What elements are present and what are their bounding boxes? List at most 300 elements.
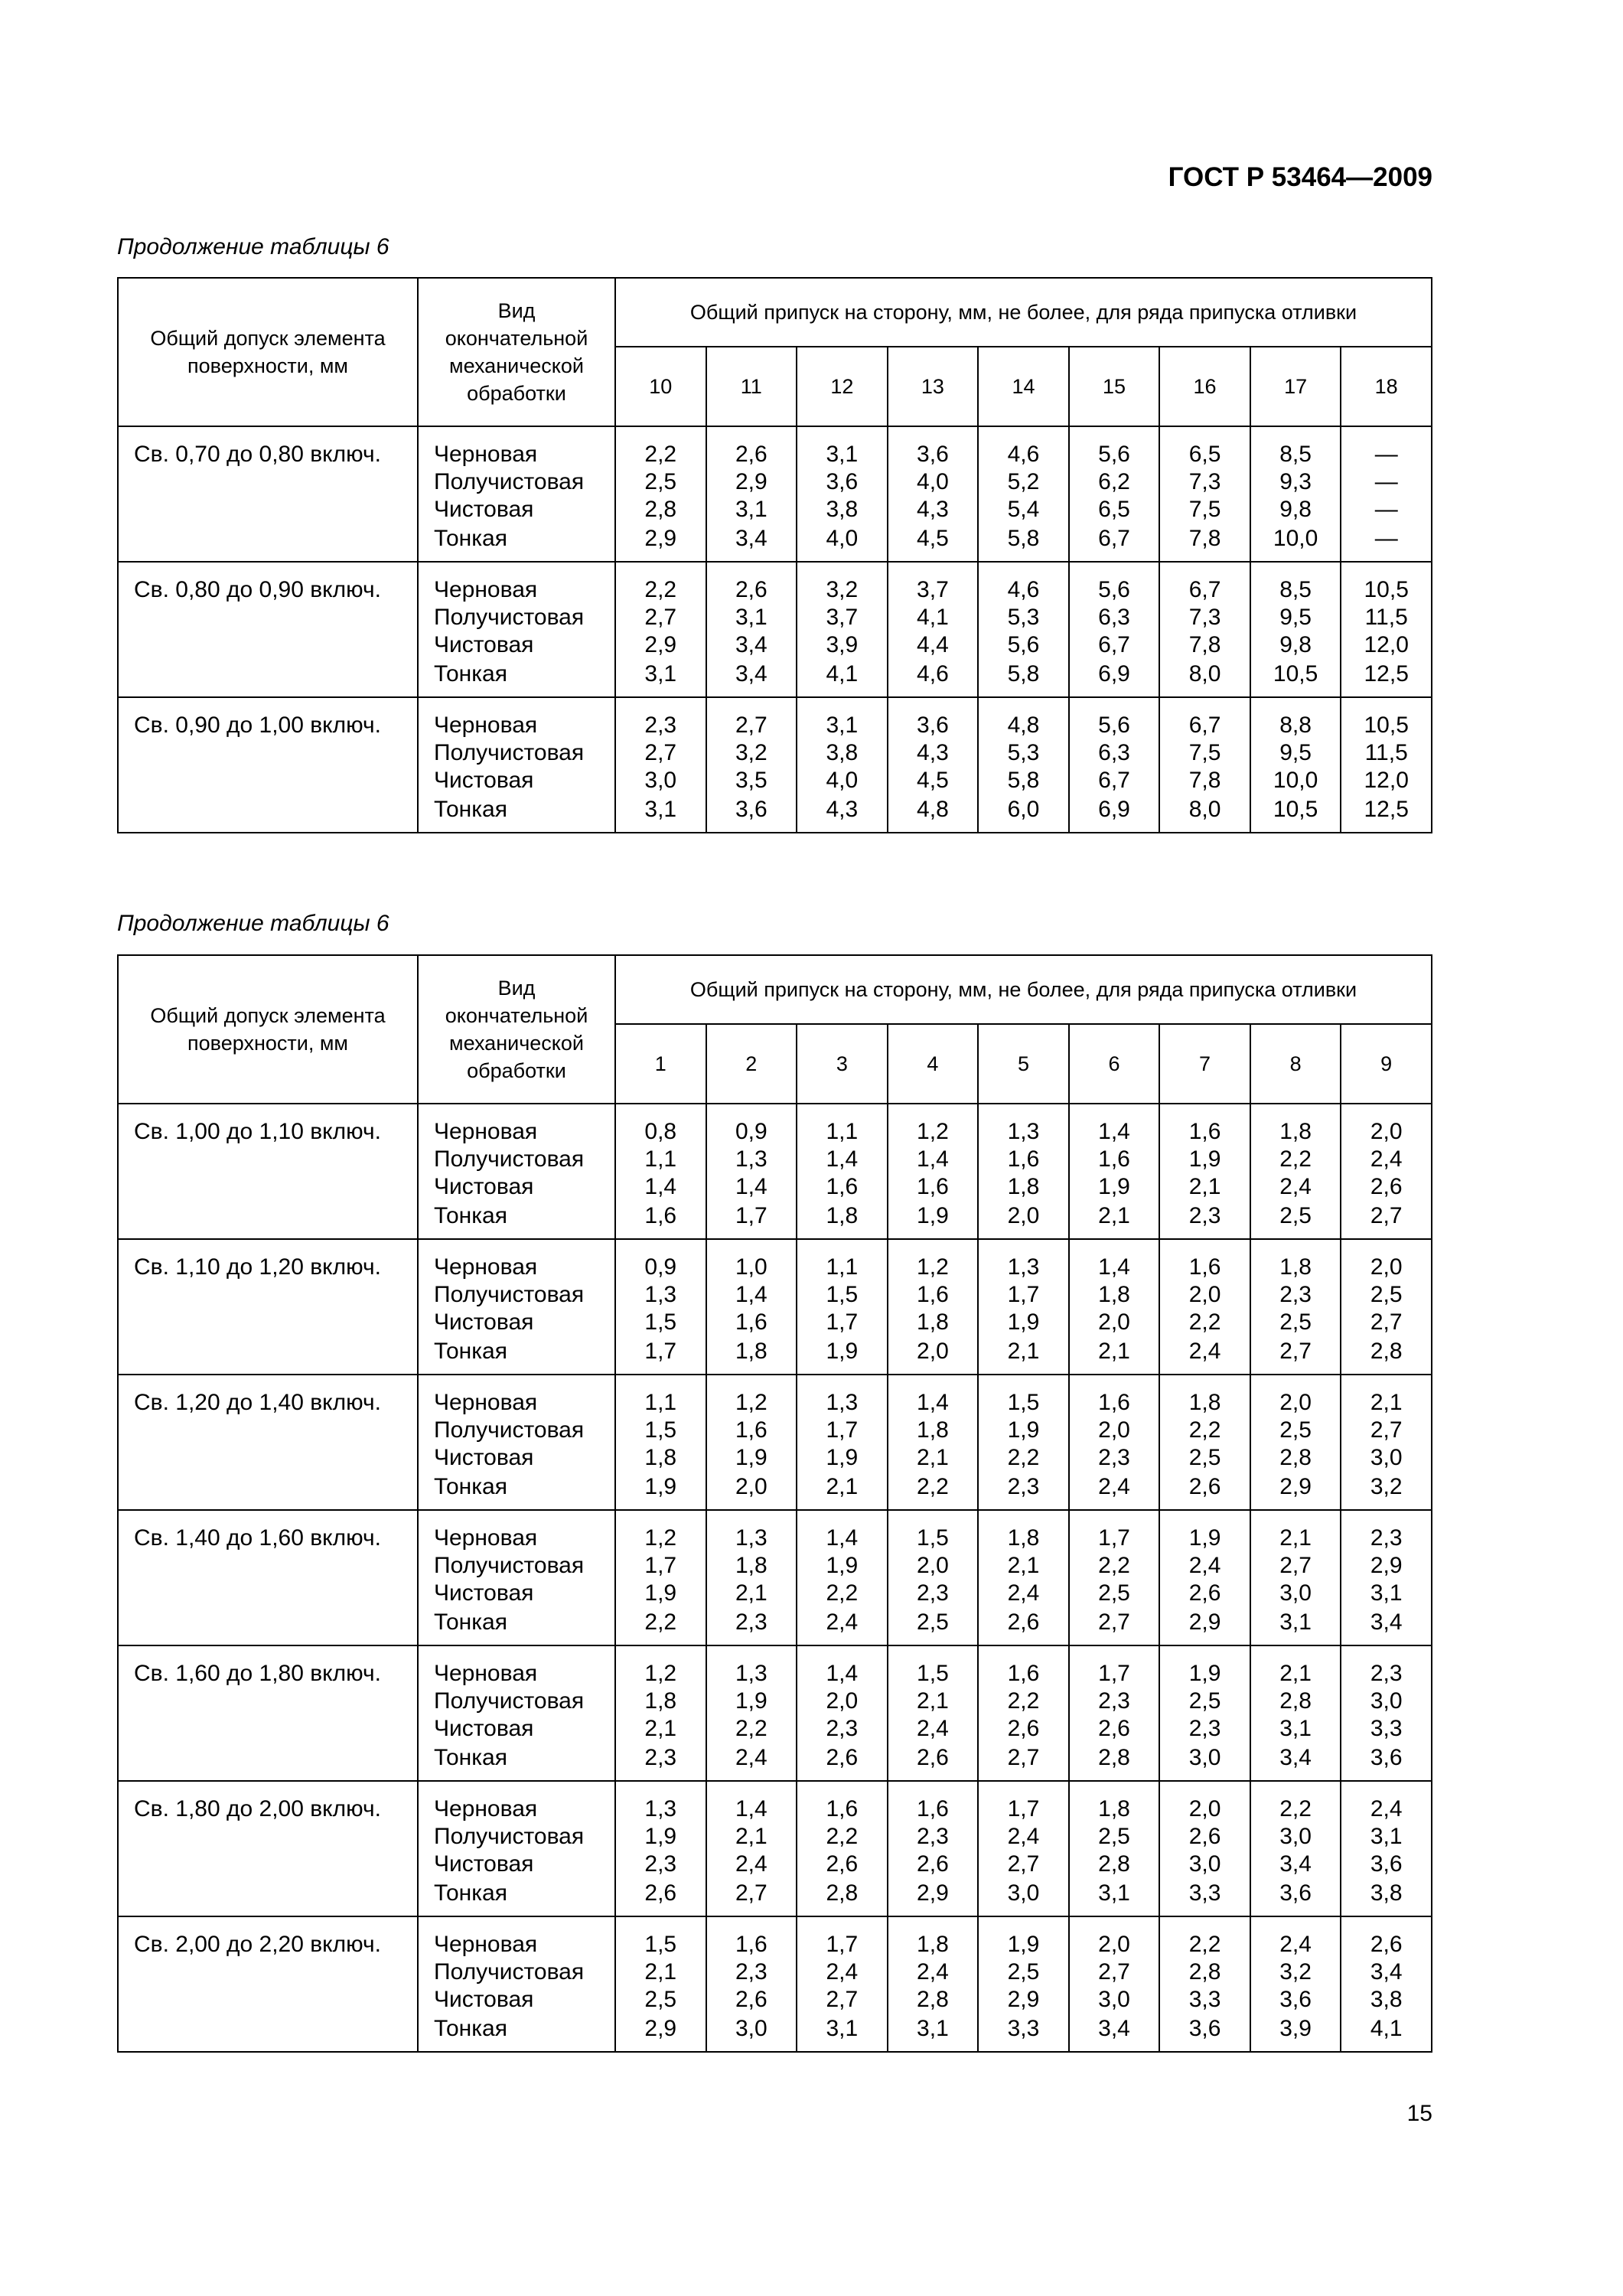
allowance-value: 3,0 [1279,1824,1312,1849]
column-header-series: 17 [1250,347,1341,426]
allowance-values-cell [1069,1781,1160,1916]
allowance-value: 3,6 [917,442,949,467]
allowance-value: 2,1 [735,1580,768,1606]
allowance-value: 1,3 [1007,1119,1040,1144]
allowance-value: 2,0 [1098,1932,1130,1957]
allowance-value: 8,5 [1279,577,1312,602]
allowance-value: 3,1 [917,2016,949,2041]
allowance-value: 4,0 [917,469,949,494]
allowance-value: 2,3 [1279,1282,1312,1307]
allowance-value: 5,6 [1007,632,1040,657]
allowance-value: 2,4 [826,1609,859,1635]
allowance-values-cell [888,1645,979,1781]
allowance-value: 5,8 [1007,661,1040,687]
allowance-value: 2,2 [826,1580,859,1606]
tolerance-range: Св. 0,70 до 0,80 включ. [118,426,418,562]
allowance-value: 2,6 [644,1880,677,1906]
allowance-value: 1,4 [917,1146,949,1172]
allowance-value: 2,4 [917,1716,949,1741]
allowance-values-cell [1159,1645,1250,1781]
allowance-value: 1,9 [826,1339,859,1364]
allowance-values-cell [797,1645,888,1781]
allowance-value: 2,0 [1370,1254,1403,1280]
allowance-value: 2,5 [1098,1824,1130,1849]
allowance-value: 1,1 [826,1254,859,1280]
allowance-value: 1,5 [644,1932,677,1957]
column-header-series: 2 [706,1024,797,1104]
allowance-values-cell [706,426,797,562]
allowance-value: 3,6 [1370,1745,1403,1770]
allowance-value: 6,0 [1007,797,1040,822]
machining-type: Получистовая [434,740,585,765]
allowance-value: 1,3 [735,1661,768,1686]
allowance-value: 1,6 [917,1282,949,1307]
allowance-value: 12,5 [1364,797,1409,822]
table-row [118,1239,1432,1375]
machining-types-cell [418,1645,615,1781]
allowance-value: 4,5 [917,768,949,793]
allowance-value: 6,7 [1188,577,1221,602]
allowance-value: 6,7 [1188,713,1221,738]
allowance-value: 2,6 [1007,1716,1040,1741]
allowance-value: — [1374,469,1398,494]
allowance-value: 1,8 [826,1203,859,1228]
allowance-value: 2,5 [1188,1445,1221,1470]
document-id: ГОСТ Р 53464—2009 [1168,162,1432,192]
allowance-values-cell [1341,1645,1432,1781]
allowance-value: 1,6 [735,1309,768,1335]
allowance-value: 1,9 [1188,1661,1221,1686]
tolerance-range: Св. 2,00 до 2,20 включ. [118,1916,418,2052]
allowance-value: 2,0 [1188,1282,1221,1307]
allowance-value: 2,8 [1279,1445,1312,1470]
column-header-series: 12 [797,347,888,426]
machining-type: Черновая [434,577,538,602]
allowance-values-cell [1250,1239,1341,1375]
allowance-values-cell [978,1104,1069,1239]
allowance-value: 8,0 [1188,797,1221,822]
allowance-value: 3,2 [826,577,859,602]
allowance-value: 1,7 [826,1932,859,1957]
allowance-value: 3,6 [917,713,949,738]
allowance-value: 1,9 [1007,1932,1040,1957]
allowance-value: 2,1 [826,1474,859,1499]
allowance-value: 5,4 [1007,497,1040,522]
allowance-value: 9,5 [1279,740,1312,765]
table-row [118,562,1432,697]
allowance-value: 1,7 [826,1417,859,1443]
allowance-values-cell [1341,1916,1432,2052]
allowance-values-cell [1250,1916,1341,2052]
allowance-values-cell [615,1510,706,1645]
allowance-value: 3,7 [917,577,949,602]
allowance-value: 3,9 [1279,2016,1312,2041]
allowance-value: 2,9 [1188,1609,1221,1635]
allowance-values-cell [1159,1239,1250,1375]
allowance-value: 2,2 [826,1824,859,1849]
allowance-value: 3,3 [1188,1880,1221,1906]
allowance-value: 1,0 [735,1254,768,1280]
allowance-values-cell [978,562,1069,697]
allowance-value: 2,6 [826,1745,859,1770]
allowance-value: 2,2 [1188,1932,1221,1957]
machining-type: Тонкая [434,797,507,822]
allowance-values-cell [978,1916,1069,2052]
allowance-value: 4,0 [826,526,859,551]
allowance-value: 2,5 [644,469,677,494]
allowance-value: 1,3 [644,1282,677,1307]
allowance-values-cell [978,426,1069,562]
allowance-value: 3,4 [1279,1851,1312,1877]
table-caption-2: Продолжение таблицы 6 [117,911,389,936]
allowance-value: 1,4 [826,1525,859,1551]
allowance-value: 10,5 [1273,797,1318,822]
allowance-value: 3,0 [1007,1880,1040,1906]
allowance-value: 2,4 [826,1959,859,1985]
allowance-value: 2,2 [1098,1553,1130,1578]
allowance-values-cell [1341,426,1432,562]
allowance-value: 1,6 [826,1174,859,1199]
allowance-value: 2,0 [917,1339,949,1364]
allowance-value: 1,8 [917,1417,949,1443]
column-header-series: 1 [615,1024,706,1104]
allowance-value: 8,8 [1279,713,1312,738]
allowance-value: 3,6 [1370,1851,1403,1877]
allowance-values-cell [1069,1645,1160,1781]
allowance-value: 3,4 [735,526,768,551]
allowance-value: 2,3 [917,1824,949,1849]
tolerance-header: Общий допуск элемента поверхности, мм [118,278,418,426]
allowance-value: 2,1 [917,1688,949,1714]
allowance-value: 1,4 [826,1146,859,1172]
column-header-series: 16 [1159,347,1250,426]
allowance-value: 3,0 [644,768,677,793]
allowance-values-cell [1069,1104,1160,1239]
allowance-value: 3,1 [826,2016,859,2041]
machining-type: Черновая [434,1254,538,1280]
allowance-value: 2,2 [1007,1688,1040,1714]
allowance-value: 12,0 [1364,632,1409,657]
allowance-value: 2,1 [644,1716,677,1741]
allowance-values-cell [1159,1510,1250,1645]
allowance-value: 3,1 [1098,1880,1130,1906]
table-row [118,1916,1432,2052]
machining-type: Тонкая [434,661,507,687]
machining-type: Получистовая [434,1959,585,1985]
allowance-value: 2,8 [1098,1745,1130,1770]
allowance-value: 2,4 [735,1851,768,1877]
allowance-value: 2,6 [1370,1174,1403,1199]
allowance-value: 2,9 [917,1880,949,1906]
machining-type: Чистовая [434,1716,534,1741]
allowance-value: 1,2 [917,1254,949,1280]
allowance-values-cell [797,562,888,697]
allowance-value: 1,8 [917,1932,949,1957]
allowance-value: 4,3 [917,497,949,522]
allowance-value: 2,8 [1279,1688,1312,1714]
allowance-value: 7,3 [1188,605,1221,630]
allowance-value: 2,7 [1098,1609,1130,1635]
allowance-values-cell [797,426,888,562]
allowance-value: 11,5 [1364,740,1408,765]
allowance-value: 1,7 [1007,1796,1040,1821]
allowance-values-cell [978,1645,1069,1781]
allowance-value: 2,1 [1098,1339,1130,1364]
allowance-value: 2,2 [1188,1309,1221,1335]
allowance-value: 2,9 [644,632,677,657]
allowance-value: 2,4 [735,1745,768,1770]
allowance-value: 1,3 [735,1525,768,1551]
allowance-values-cell [706,1645,797,1781]
allowance-value: 2,6 [1188,1580,1221,1606]
allowance-value: 5,8 [1007,768,1040,793]
allowance-value: 1,8 [644,1688,677,1714]
allowance-value: 1,6 [644,1203,677,1228]
allowance-values-cell [615,1916,706,2052]
allowance-value: 2,7 [1279,1339,1312,1364]
allowance-value: 2,9 [644,526,677,551]
allowance-value: 9,5 [1279,605,1312,630]
allowance-values-cell [978,697,1069,833]
allowance-values-cell [1341,1510,1432,1645]
allowance-value: 5,6 [1098,442,1130,467]
machining-types-cell [418,1510,615,1645]
allowance-value: 3,8 [826,497,859,522]
allowance-value: 5,6 [1098,713,1130,738]
allowance-values-cell [1159,1375,1250,1510]
allowance-value: 9,3 [1279,469,1312,494]
machining-type: Черновая [434,1932,538,1957]
allowance-value: 2,1 [1279,1661,1312,1686]
allowance-value: 3,1 [1279,1716,1312,1741]
allowance-value: 2,7 [735,713,768,738]
allowance-values-cell [1069,1239,1160,1375]
allowance-values-cell [797,1916,888,2052]
allowance-value: 12,0 [1364,768,1409,793]
allowance-value: 7,5 [1188,497,1221,522]
allowance-value: 2,6 [735,442,768,467]
allowance-value: 3,8 [1370,1987,1403,2012]
allowance-value: 2,4 [1188,1339,1221,1364]
allowance-value: — [1374,526,1398,551]
allowance-value: 1,5 [644,1417,677,1443]
allowance-value: 2,7 [1098,1959,1130,1985]
allowance-values-cell [1159,697,1250,833]
allowance-value: 1,8 [1007,1174,1040,1199]
allowance-value: 2,0 [1279,1390,1312,1415]
allowance-value: 3,0 [1188,1851,1221,1877]
machining-type: Чистовая [434,1580,534,1606]
allowance-value: 1,9 [644,1824,677,1849]
column-header-series: 18 [1341,347,1432,426]
machining-type: Чистовая [434,632,534,657]
allowance-value: 1,9 [1098,1174,1130,1199]
allowance-value: 7,3 [1188,469,1221,494]
allowance-value: 2,5 [644,1987,677,2012]
allowance-values-cell [888,697,979,833]
allowance-value: 2,6 [735,577,768,602]
machining-types-cell [418,1104,615,1239]
allowance-values-cell [1250,1375,1341,1510]
allowance-value: 2,2 [644,442,677,467]
allowance-value: 4,8 [917,797,949,822]
allowance-value: 1,9 [1188,1525,1221,1551]
allowance-value: 3,0 [1370,1688,1403,1714]
allowance-values-cell [615,1645,706,1781]
allowance-values-cell [615,1375,706,1510]
allowance-value: 8,5 [1279,442,1312,467]
allowance-value: 2,6 [1370,1932,1403,1957]
allowance-value: 2,3 [1370,1661,1403,1686]
allowance-value: 6,2 [1098,469,1130,494]
allowance-value: 2,9 [735,469,768,494]
allowance-value: 2,3 [1098,1445,1130,1470]
column-header-series: 8 [1250,1024,1341,1104]
allowance-value: 2,4 [1007,1824,1040,1849]
allowance-value: 1,8 [735,1339,768,1364]
allowance-span-header: Общий припуск на сторону, мм, не более, для ряда припуска отливки [615,955,1432,1024]
allowance-value: 2,5 [1279,1203,1312,1228]
allowance-value: 2,1 [1279,1525,1312,1551]
allowance-value: 2,3 [1188,1716,1221,1741]
allowance-value: 4,8 [1007,713,1040,738]
machining-type: Черновая [434,713,538,738]
machining-type: Получистовая [434,1146,585,1172]
allowance-values-cell [1341,562,1432,697]
allowance-value: 2,0 [1007,1203,1040,1228]
allowance-value: 4,3 [826,797,859,822]
allowance-value: 5,8 [1007,526,1040,551]
machining-type: Получистовая [434,605,585,630]
allowance-value: 1,6 [917,1174,949,1199]
allowance-value: 2,3 [1188,1203,1221,1228]
allowance-value: 2,3 [1007,1474,1040,1499]
allowance-values-cell [1341,1781,1432,1916]
allowance-value: 5,3 [1007,605,1040,630]
table-row [118,1510,1432,1645]
allowance-value: 2,6 [1098,1716,1130,1741]
allowance-value: 4,6 [1007,577,1040,602]
allowance-value: 3,7 [826,605,859,630]
allowance-value: 0,9 [644,1254,677,1280]
allowance-value: 4,6 [917,661,949,687]
allowance-value: 2,2 [1007,1445,1040,1470]
machining-type: Тонкая [434,2016,507,2041]
allowance-value: 1,2 [917,1119,949,1144]
allowance-value: 11,5 [1364,605,1408,630]
machining-type: Тонкая [434,1203,507,1228]
allowance-value: 2,3 [1370,1525,1403,1551]
allowance-value: 2,6 [826,1851,859,1877]
allowance-value: 3,4 [735,661,768,687]
machining-type: Получистовая [434,1824,585,1849]
allowance-values-cell [706,1781,797,1916]
allowance-values-cell [1341,1104,1432,1239]
allowance-values-cell [706,1510,797,1645]
allowance-value: 1,6 [917,1796,949,1821]
allowance-values-cell [1159,426,1250,562]
allowance-value: 2,7 [1370,1203,1403,1228]
allowance-value: 1,6 [735,1932,768,1957]
allowance-value: 1,9 [917,1203,949,1228]
allowance-value: 2,6 [1007,1609,1040,1635]
machining-type: Тонкая [434,1880,507,1906]
machining-types-cell [418,426,615,562]
allowance-value: 10,5 [1364,577,1409,602]
allowance-value: 3,0 [1098,1987,1130,2012]
allowance-span-header: Общий припуск на сторону, мм, не более, для ряда припуска отливки [615,278,1432,347]
machining-types-cell [418,1781,615,1916]
tolerance-range: Св. 0,80 до 0,90 включ. [118,562,418,697]
allowance-value: 2,4 [1188,1553,1221,1578]
allowance-value: 1,5 [826,1282,859,1307]
machining-type: Тонкая [434,1609,507,1635]
allowance-value: 3,4 [1098,2016,1130,2041]
allowance-values-cell [1159,1916,1250,2052]
column-header-series: 10 [615,347,706,426]
allowance-value: 2,0 [735,1474,768,1499]
allowance-value: 4,1 [917,605,949,630]
allowance-value: 2,1 [1007,1553,1040,1578]
machining-type: Тонкая [434,1474,507,1499]
allowance-values-cell [1250,562,1341,697]
allowance-value: 1,8 [644,1445,677,1470]
allowance-value: 2,2 [644,577,677,602]
allowance-value: 1,5 [644,1309,677,1335]
tolerance-range: Св. 1,10 до 1,20 включ. [118,1239,418,1375]
machining-type: Получистовая [434,469,585,494]
allowance-value: 5,2 [1007,469,1040,494]
allowance-value: 1,6 [1007,1661,1040,1686]
allowance-value: 1,6 [1007,1146,1040,1172]
allowance-value: 2,8 [917,1987,949,2012]
allowance-value: 2,3 [735,1609,768,1635]
allowance-value: 2,0 [826,1688,859,1714]
allowance-value: 1,4 [917,1390,949,1415]
allowance-values-cell [978,1375,1069,1510]
allowance-value: 3,3 [1370,1716,1403,1741]
allowance-value: 1,6 [1188,1119,1221,1144]
machining-type: Черновая [434,1661,538,1686]
allowance-value: 3,4 [1370,1609,1403,1635]
allowance-value: 2,1 [1007,1339,1040,1364]
tolerance-range: Св. 1,00 до 1,10 включ. [118,1104,418,1239]
allowance-values-cell [615,697,706,833]
allowance-value: 2,8 [1098,1851,1130,1877]
allowance-value: 2,5 [1279,1417,1312,1443]
allowance-value: 4,0 [826,768,859,793]
allowance-value: 1,4 [735,1282,768,1307]
allowance-value: 1,9 [644,1580,677,1606]
allowance-value: 4,4 [917,632,949,657]
allowance-values-cell [1159,562,1250,697]
machining-types-cell [418,1375,615,1510]
allowance-value: 1,1 [644,1146,677,1172]
allowance-values-cell [978,1781,1069,1916]
allowance-value: 1,3 [826,1390,859,1415]
allowance-value: 3,4 [735,632,768,657]
allowance-values-cell [1159,1781,1250,1916]
column-header-series: 13 [888,347,979,426]
allowance-value: 1,5 [1007,1390,1040,1415]
allowance-value: 1,7 [1098,1525,1130,1551]
allowance-value: 2,7 [735,1880,768,1906]
tolerance-header: Общий допуск элемента поверхности, мм [118,955,418,1104]
allowance-value: 3,6 [826,469,859,494]
allowance-values-cell [1069,1916,1160,2052]
allowance-value: 1,8 [1188,1390,1221,1415]
allowance-value: 1,3 [644,1796,677,1821]
